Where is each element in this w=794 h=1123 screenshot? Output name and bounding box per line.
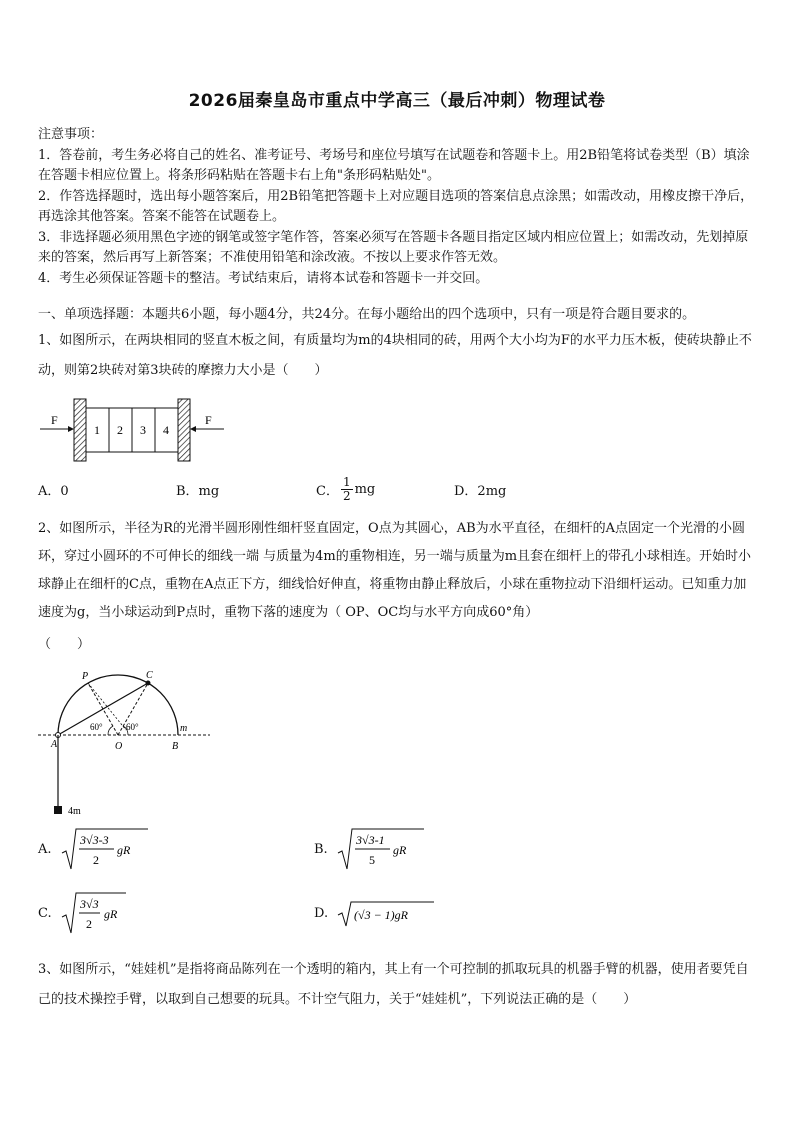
radical-tail: gR	[116, 842, 130, 857]
notice-item: 2．作答选择题时，选出每小题答案后，用2B铅笔把答题卡上对应题目选项的答案信息点涂黑；如需改动，用橡皮擦干净后，再选涂其他答案。答案不能答在试题卷上。	[38, 188, 754, 224]
brick-label: 3	[140, 422, 146, 437]
option-d[interactable]	[314, 891, 614, 937]
label-4m: 4m	[68, 805, 81, 817]
label-a: A	[51, 738, 58, 750]
brick-label: 1	[94, 422, 100, 437]
arrow-head-left	[68, 426, 74, 432]
question-2-options	[38, 827, 756, 937]
section-heading: 一、单项选择题：本题共6小题，每小题4分，共24分。在每小题给出的四个选项中，只有一项是符合题目要求的。	[38, 307, 696, 322]
option-b[interactable]: B．mg	[176, 483, 220, 499]
option-a[interactable]	[38, 827, 314, 873]
label-p: P	[82, 670, 89, 682]
fraction-numerator: 3√3-1	[355, 832, 385, 847]
semicircle-rod	[58, 675, 178, 735]
radical-tail: gR	[103, 906, 117, 921]
fraction-denominator: 2	[92, 852, 99, 867]
question-2-stem: 2、如图所示，半径为R的光滑半圆形刚性细杆竖直固定，O点为其圆心，AB为水平直径，在细杆的A点固定一个光滑的小圆环，穿过小圆环的不可伸长的细线一端 与质量为4m的重物相连，另一端与质量为m且套在细杆上的带孔小球相连。开始时小球静止在细杆的C点，重物在A点正下方，细线恰好伸直，将重物由静止释放后，小球在重物拉动下沿细杆运动。已知重力加速度为g，当小球运动到P点时，重物下落的速度为（ OP、OC均与水平方向成60°角）	[38, 520, 752, 620]
question-2-blank: （ ）	[38, 636, 91, 652]
semicircle-figure	[38, 667, 218, 817]
label-b: B	[172, 740, 179, 752]
question-1-options	[38, 476, 756, 503]
notice-item: 4．考生必须保证答题卡的整洁。考试结束后，请将本试卷和答题卡一并交回。	[38, 270, 489, 286]
fraction-numerator: 1	[342, 474, 351, 489]
radical-expression	[336, 899, 436, 929]
option-a-label: A.	[38, 842, 52, 857]
notice-item: 1．答卷前，考生务必将自己的姓名、准考证号、考场号和座位号填写在试题卷和答题卡上。用2B铅笔将试卷类型（B）填涂在答题卡相应位置上。将条形码粘贴在答题卡右上角"条形码粘贴处"。	[38, 147, 750, 183]
fraction-numerator: 3√3-3	[79, 832, 109, 847]
option-c-suffix: mg	[354, 481, 376, 497]
label-c: C	[146, 669, 153, 681]
option-c-label: C.	[38, 906, 52, 921]
fraction-numerator: 3√3	[79, 896, 99, 911]
option-a[interactable]: A．0	[38, 483, 69, 499]
option-c[interactable]	[316, 476, 454, 503]
brick-figure	[38, 396, 238, 466]
exam-page	[38, 86, 756, 1015]
question-3	[38, 955, 756, 1015]
angle-arc-left	[108, 726, 113, 735]
force-label-left: F	[51, 412, 58, 427]
brick-label: 2	[117, 422, 123, 437]
notice-item: 3．非选择题必须用黑色字迹的钢笔或签字笔作答，答案必须写在答题卡各题目指定区域内相应位置上；如需改动，先划掉原来的答案，然后再写上新答案；不准使用铅笔和涂改液。不按以上要求作答无效。	[38, 229, 749, 265]
label-angle-right: 60°	[126, 721, 139, 732]
question-1	[38, 326, 756, 503]
ball-c	[146, 680, 151, 685]
option-d[interactable]: D．2mg	[454, 483, 507, 499]
radical-body: (√3 − 1)gR	[354, 907, 409, 922]
fraction-denominator: 2	[85, 916, 92, 931]
notice-heading: 注意事项：	[38, 127, 104, 142]
question-1-stem: 1、如图所示，在两块相同的竖直木板之间，有质量均为m的4块相同的砖，用两个大小均为F的水平力压木板，使砖块静止不动，则第2块砖对第3块砖的摩擦力大小是（ ）	[38, 332, 752, 378]
question-3-stem: 3、如图所示，“娃娃机”是指将商品陈列在一个透明的箱内，其上有一个可控制的抓取玩具的机器手臂的机器，使用者要凭自己的技术操控手臂，以取到自己想要的玩具。不计空气阻力，关于“娃娃机”，下列说法正确的是（ ）	[38, 961, 749, 1007]
radical-expression	[60, 891, 150, 937]
option-c[interactable]	[38, 891, 314, 937]
brick-label: 4	[163, 422, 169, 437]
force-label-right: F	[205, 412, 212, 427]
weight-block	[54, 806, 62, 814]
right-board	[178, 399, 190, 461]
label-o: O	[115, 740, 123, 752]
question-2	[38, 515, 756, 937]
radical-tail: gR	[392, 842, 407, 857]
notice-block	[38, 125, 756, 289]
arrow-head-right	[190, 426, 196, 432]
fraction-denominator: 2	[342, 488, 351, 503]
exam-title: 2026届秦皇岛市重点中学高三（最后冲刺）物理试卷	[188, 91, 606, 111]
left-board	[74, 399, 86, 461]
label-m: m	[180, 722, 188, 734]
radical-expression	[336, 827, 426, 873]
option-c-prefix: C．	[316, 483, 339, 499]
fraction-denominator: 5	[368, 852, 375, 867]
radical-expression	[60, 827, 150, 873]
option-d-label: D.	[314, 906, 329, 921]
fraction	[341, 476, 353, 503]
label-angle-left: 60°	[90, 721, 103, 732]
option-b[interactable]	[314, 827, 614, 873]
option-b-label: B.	[314, 842, 328, 857]
